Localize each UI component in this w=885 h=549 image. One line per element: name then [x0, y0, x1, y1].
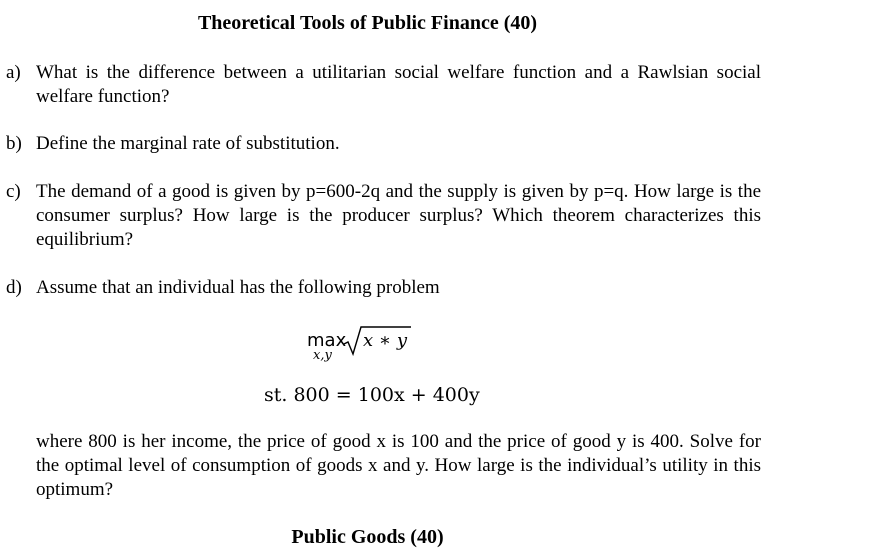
section-title: Theoretical Tools of Public Finance (40) [197, 12, 538, 34]
question-label: d) [6, 277, 22, 298]
question-c [6, 180, 761, 252]
question-label: b) [6, 133, 22, 154]
followup-text: where 800 is her income, the price of good x is 100 and the price of good y is 400. Solve for the optimal level of consumption of goods x and y. How large is the individual’s utility in this optimum? [36, 431, 761, 500]
sqrt-argument: x ∗ y [363, 330, 407, 351]
budget-constraint: st. 800 = 100x + 400y [264, 384, 480, 406]
question-b [6, 132, 761, 156]
next-section-title: Public Goods (40) [291, 526, 444, 548]
question-text: Assume that an individual has the following problem [36, 277, 440, 298]
question-text: Define the marginal rate of substitution. [36, 133, 340, 154]
question-text: What is the difference between a utilitarian social welfare function and a Rawlsian social welfare function? [36, 62, 761, 107]
question-label: a) [6, 62, 21, 83]
max-subscript: x,y [313, 348, 332, 363]
max-operator: max [307, 330, 347, 351]
question-text: The demand of a good is given by p=600-2q and the supply is given by p=q. How large is the consumer surplus? How large is the producer surplus? Which theorem characterizes this equilibrium? [36, 181, 761, 250]
question-label: c) [6, 181, 21, 202]
question-d [6, 276, 761, 300]
question-a [6, 61, 761, 109]
question-d-followup [6, 430, 761, 502]
